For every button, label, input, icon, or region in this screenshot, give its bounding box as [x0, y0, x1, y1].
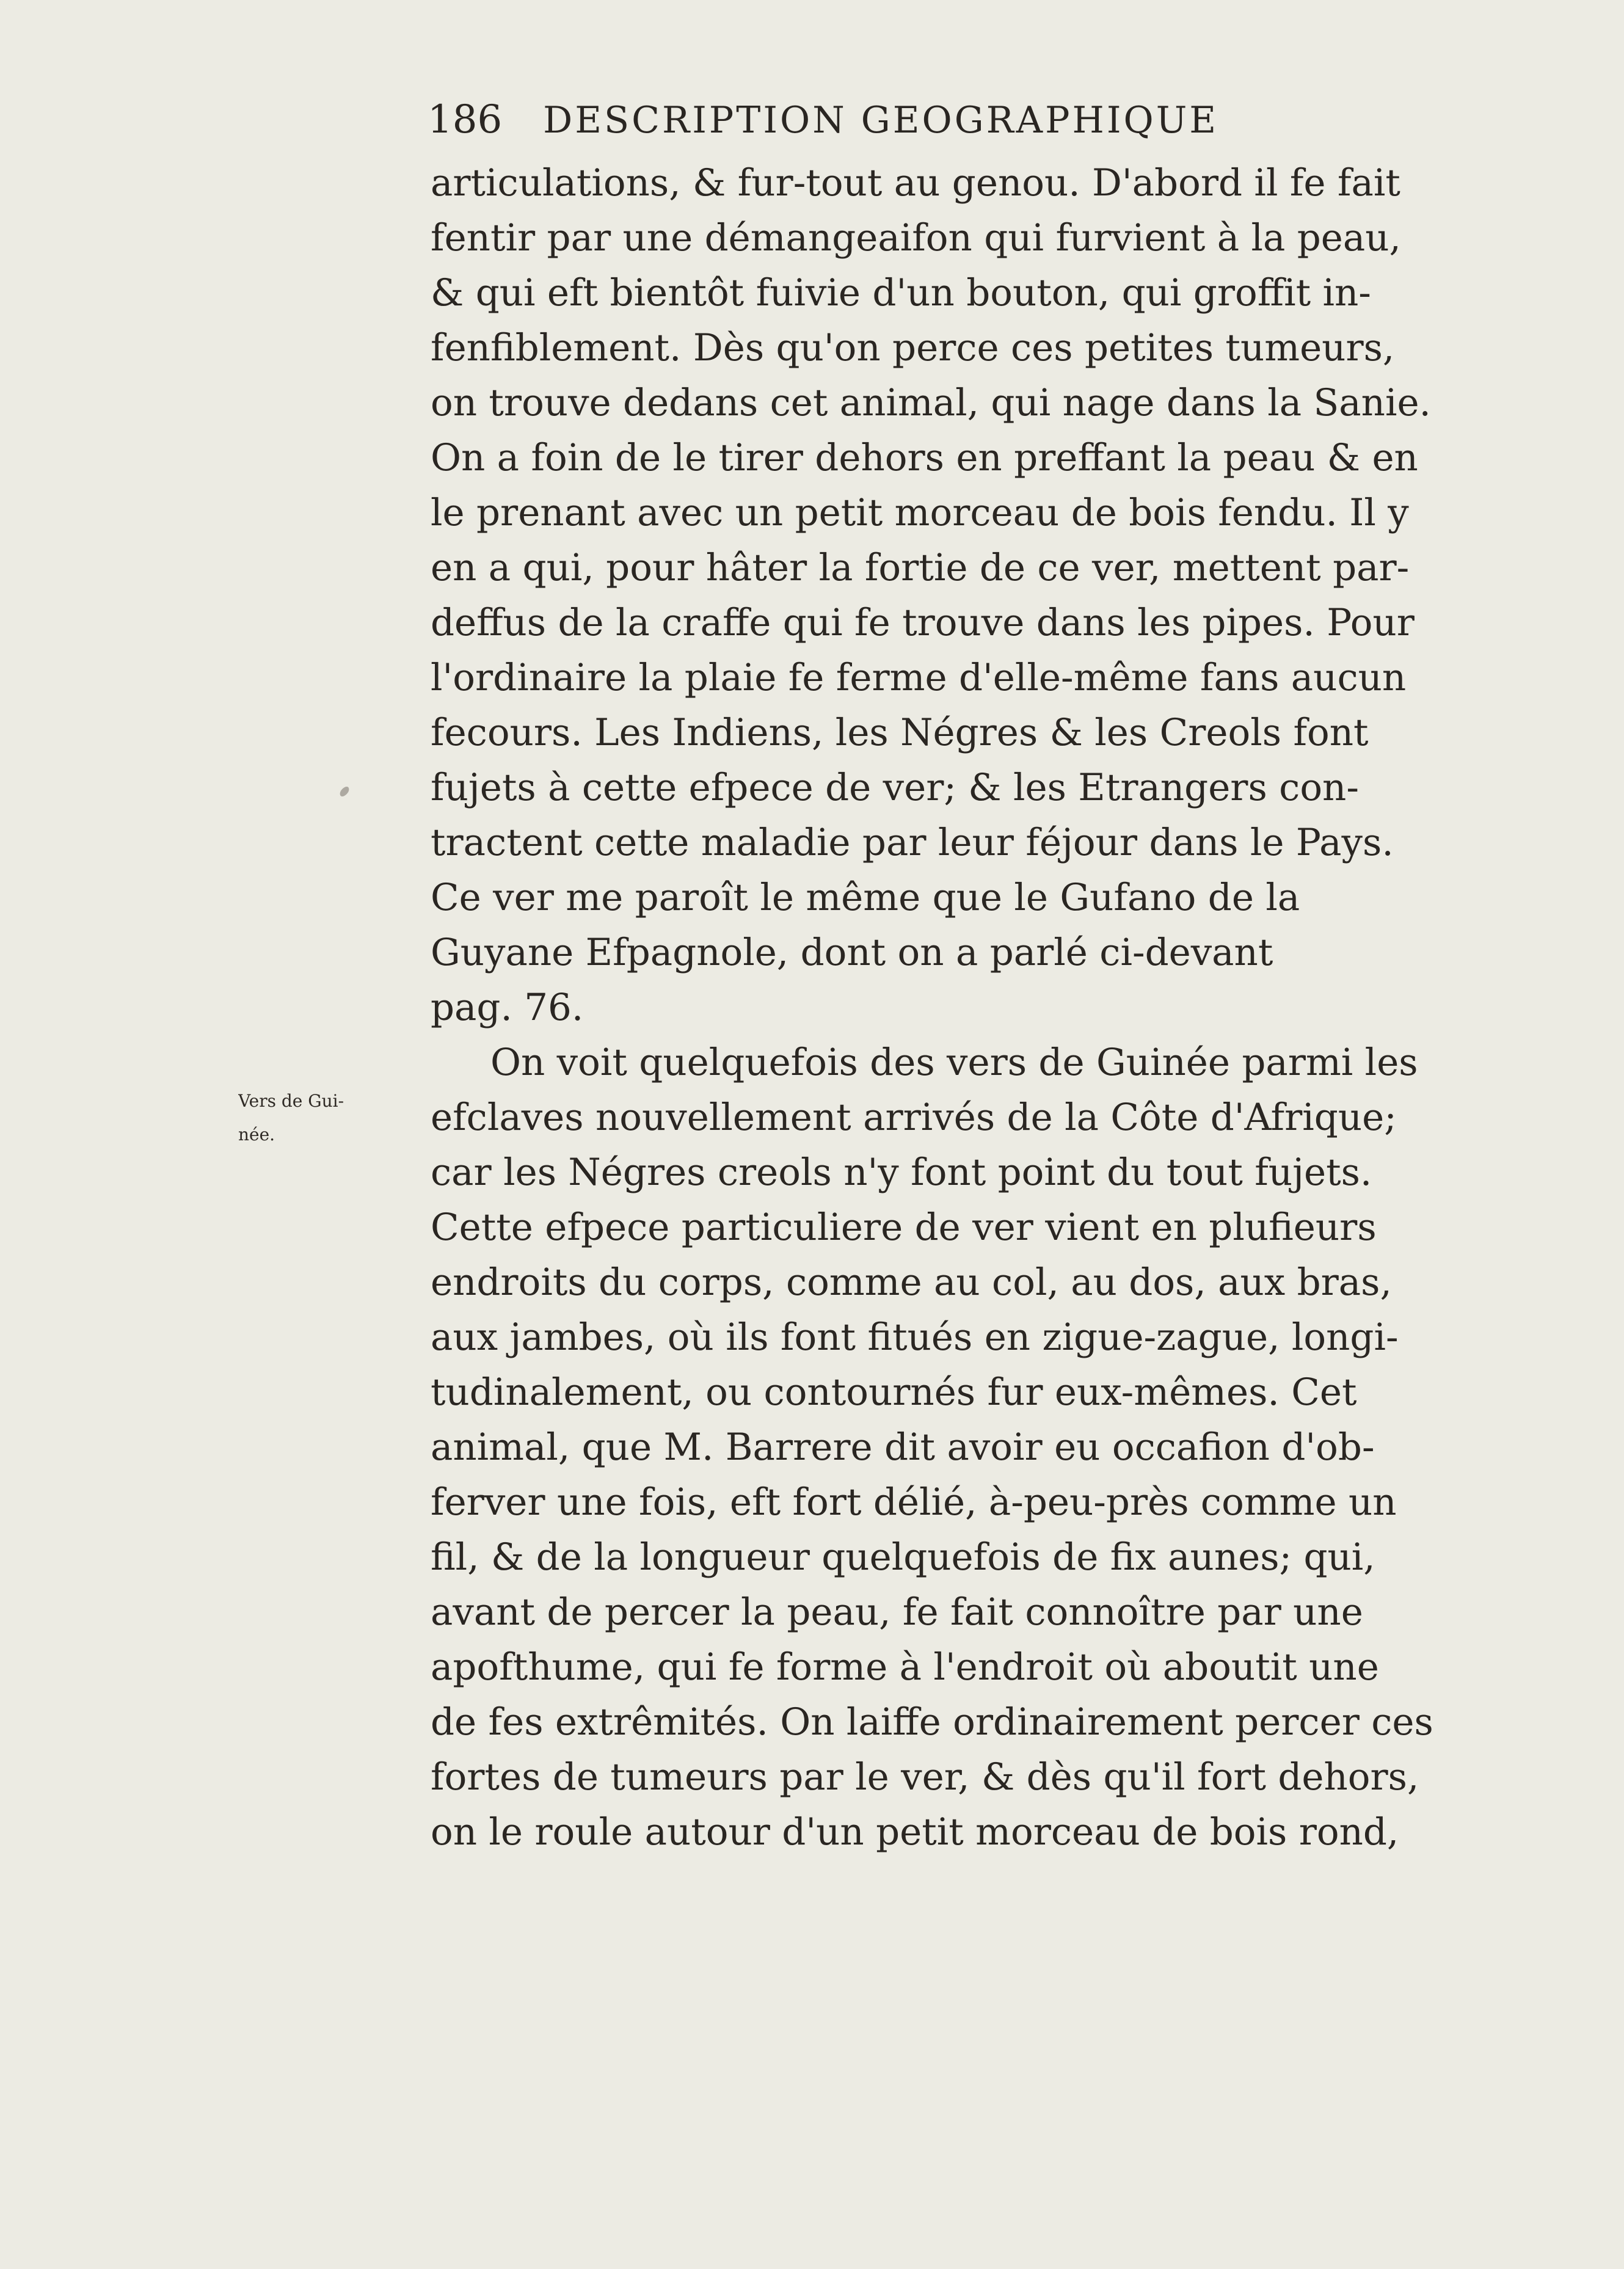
- page-header: [428, 92, 1380, 147]
- text-line: on le roule autour d'un petit morceau de bois rond,: [431, 1810, 1399, 1854]
- text-line: fenfiblement. Dès qu'on perce ces petites tumeurs,: [431, 326, 1395, 370]
- text-line: efclaves nouvellement arrivés de la Côte d'Afrique;: [431, 1096, 1397, 1139]
- marginal-note-line: née.: [238, 1124, 275, 1145]
- text-line: avant de percer la peau, fe fait connoître par une: [431, 1590, 1363, 1634]
- body-text: [431, 156, 1502, 1860]
- text-line: tractent cette maladie par leur féjour dans le Pays.: [431, 821, 1394, 864]
- marginal-note: [238, 1084, 421, 1151]
- text-line: fil, & de la longueur quelquefois de fix aunes; qui,: [431, 1535, 1375, 1579]
- text-line: On a foin de le tirer dehors en preffant la peau & en: [431, 436, 1418, 479]
- running-head-title: DESCRIPTION GEOGRAPHIQUE: [543, 99, 1219, 142]
- text-line: animal, que M. Barrere dit avoir eu occafion d'ob-: [431, 1426, 1375, 1469]
- text-line: le prenant avec un petit morceau de bois fendu. Il y: [431, 491, 1409, 534]
- text-line: tudinalement, ou contournés fur eux-mêmes. Cet: [431, 1371, 1357, 1414]
- text-line: aux jambes, où ils font fitués en zigue-zague, longi-: [431, 1316, 1399, 1359]
- text-line: fujets à cette efpece de ver; & les Etrangers con-: [431, 766, 1359, 809]
- text-line: on trouve dedans cet animal, qui nage dans la Sanie.: [431, 381, 1431, 424]
- text-line: articulations, & fur-tout au genou. D'abord il fe fait: [431, 161, 1400, 205]
- text-line: & qui eft bientôt fuivie d'un bouton, qui groffit in-: [431, 271, 1371, 315]
- marginal-note-line: Vers de Gui-: [238, 1091, 344, 1111]
- text-line: Cette efpece particuliere de ver vient en plufieurs: [431, 1206, 1377, 1249]
- text-line: endroits du corps, comme au col, au dos, aux bras,: [431, 1261, 1392, 1304]
- page-number: 186: [428, 97, 503, 142]
- text-line: car les Négres creols n'y font point du tout fujets.: [431, 1151, 1372, 1194]
- text-line: pag. 76.: [431, 986, 584, 1029]
- text-line: Ce ver me paroît le même que le Gufano de la: [431, 876, 1300, 919]
- text-line: fentir par une démangeaifon qui furvient à la peau,: [431, 216, 1401, 260]
- text-line: apofthume, qui fe forme à l'endroit où aboutit une: [431, 1645, 1379, 1689]
- text-line: ferver une fois, eft fort délié, à-peu-près comme un: [431, 1480, 1397, 1524]
- ink-mark-icon: [338, 785, 351, 797]
- paragraph-start-line: On voit quelquefois des vers de Guinée parmi les: [490, 1041, 1418, 1084]
- text-line: deffus de la craffe qui fe trouve dans les pipes. Pour: [431, 601, 1415, 644]
- text-line: fortes de tumeurs par le ver, & dès qu'il fort dehors,: [431, 1755, 1419, 1799]
- text-line: fecours. Les Indiens, les Négres & les Creols font: [431, 711, 1369, 754]
- text-line: l'ordinaire la plaie fe ferme d'elle-même fans aucun: [431, 656, 1407, 699]
- text-line: Guyane Efpagnole, dont on a parlé ci-devant: [431, 931, 1273, 974]
- text-line: de fes extrêmités. On laiffe ordinairement percer ces: [431, 1700, 1433, 1744]
- text-line: en a qui, pour hâter la fortie de ce ver, mettent par-: [431, 546, 1410, 589]
